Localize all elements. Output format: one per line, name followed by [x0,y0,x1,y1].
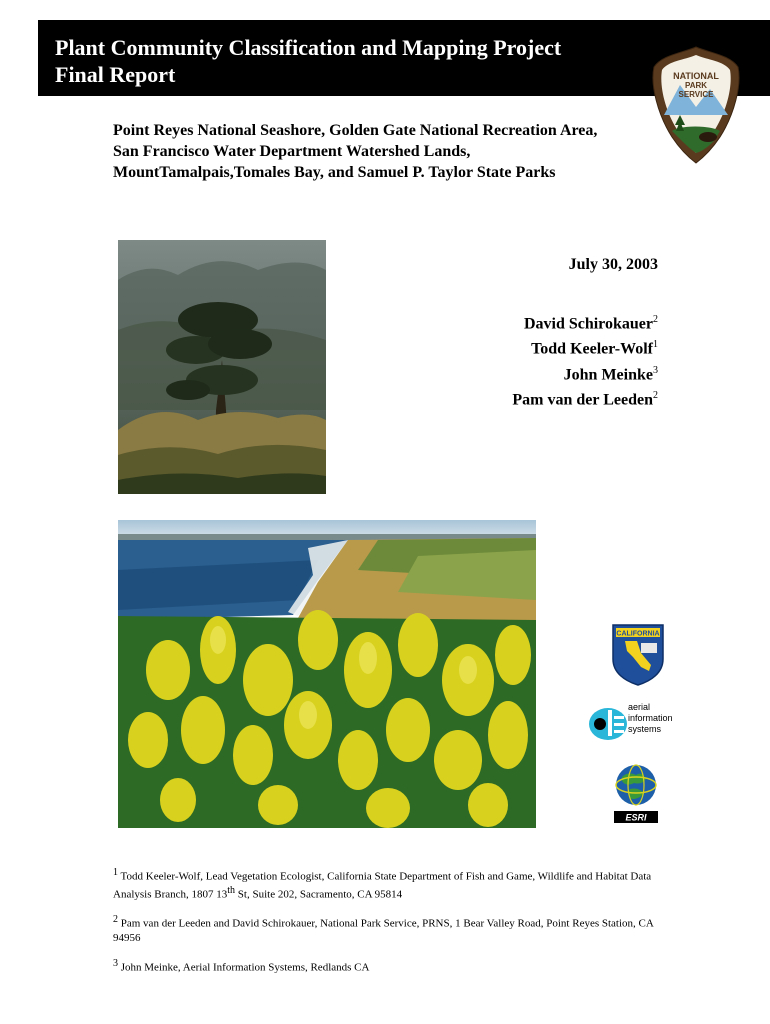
cypress-tree-photo [118,240,326,494]
california-fish-game-logo [611,623,665,687]
nps-logo-line-2: PARK [684,81,708,90]
ais-logo-line-1: aerial [628,702,651,712]
footnotes [113,866,658,987]
author-affiliation-marker: 1 [653,339,658,351]
coastline-lupine-photo [118,520,536,828]
footnote-text: John Meinke, Aerial Information Systems, Redlands CA [118,961,370,974]
ais-logo-text [628,702,673,735]
aerial-information-systems-logo [588,702,698,744]
ais-logo-line-3: systems [628,724,662,734]
author-name: Todd Keeler-Wolf [531,340,653,358]
author-entry [512,385,658,410]
ais-logo-line-2: information [628,713,673,723]
footnote-marker: 1 [113,867,118,878]
author-affiliation-marker: 2 [653,314,658,325]
title-line-1: Plant Community Classification and Mapping Project [55,35,562,60]
footnote-ordinal: th [227,884,236,896]
author-entry [512,360,658,385]
report-date: July 30, 2003 [568,256,658,273]
footnote-1 [113,866,658,901]
author-entry [512,334,658,359]
footnote-text: Todd Keeler-Wolf, Lead Vegetation Ecologist, California State Department of Fish and Game, Wildlife and Habitat Data Analysis Branch, 1807 13 [113,870,652,901]
subtitle-line-2: San Francisco Water Department Watershed Lands, [113,143,471,160]
esri-globe-logo [612,763,660,825]
author-list [512,309,658,410]
nps-logo-line-1: NATIONAL [673,71,719,81]
footnote-text: St, Suite 202, Sacramento, CA 95814 [235,888,403,901]
subtitle-line-3: MountTamalpais,Tomales Bay, and Samuel P. Taylor State Parks [113,164,556,181]
author-entry [512,309,658,334]
subtitle-line-1: Point Reyes National Seashore, Golden Gate National Recreation Area, [113,122,598,139]
california-logo-label: CALIFORNIA [616,630,660,638]
footnote-2 [113,913,658,945]
report-subtitle [113,120,653,183]
author-name: David Schirokauer [523,315,653,333]
author-name: John Meinke [563,365,653,383]
title-line-2: Final Report [55,62,176,87]
page-title [55,34,561,88]
footnote-text: Pam van der Leeden and David Schirokauer, National Park Service, PRNS, 1 Bear Valley Road, Point Reyes Station, CA 94956 [113,917,654,944]
author-name: Pam van der Leeden [512,391,653,409]
nps-logo-line-3: SERVICE [678,90,714,99]
esri-logo-label: ESRI [625,812,647,823]
author-affiliation-marker: 3 [653,364,658,376]
footnote-3 [113,957,658,975]
ais-mark-icon [588,702,628,742]
footnote-marker: 3 [113,957,118,969]
footnote-marker: 2 [113,914,118,926]
nps-arrowhead-logo [650,45,742,165]
author-affiliation-marker: 2 [653,389,658,401]
